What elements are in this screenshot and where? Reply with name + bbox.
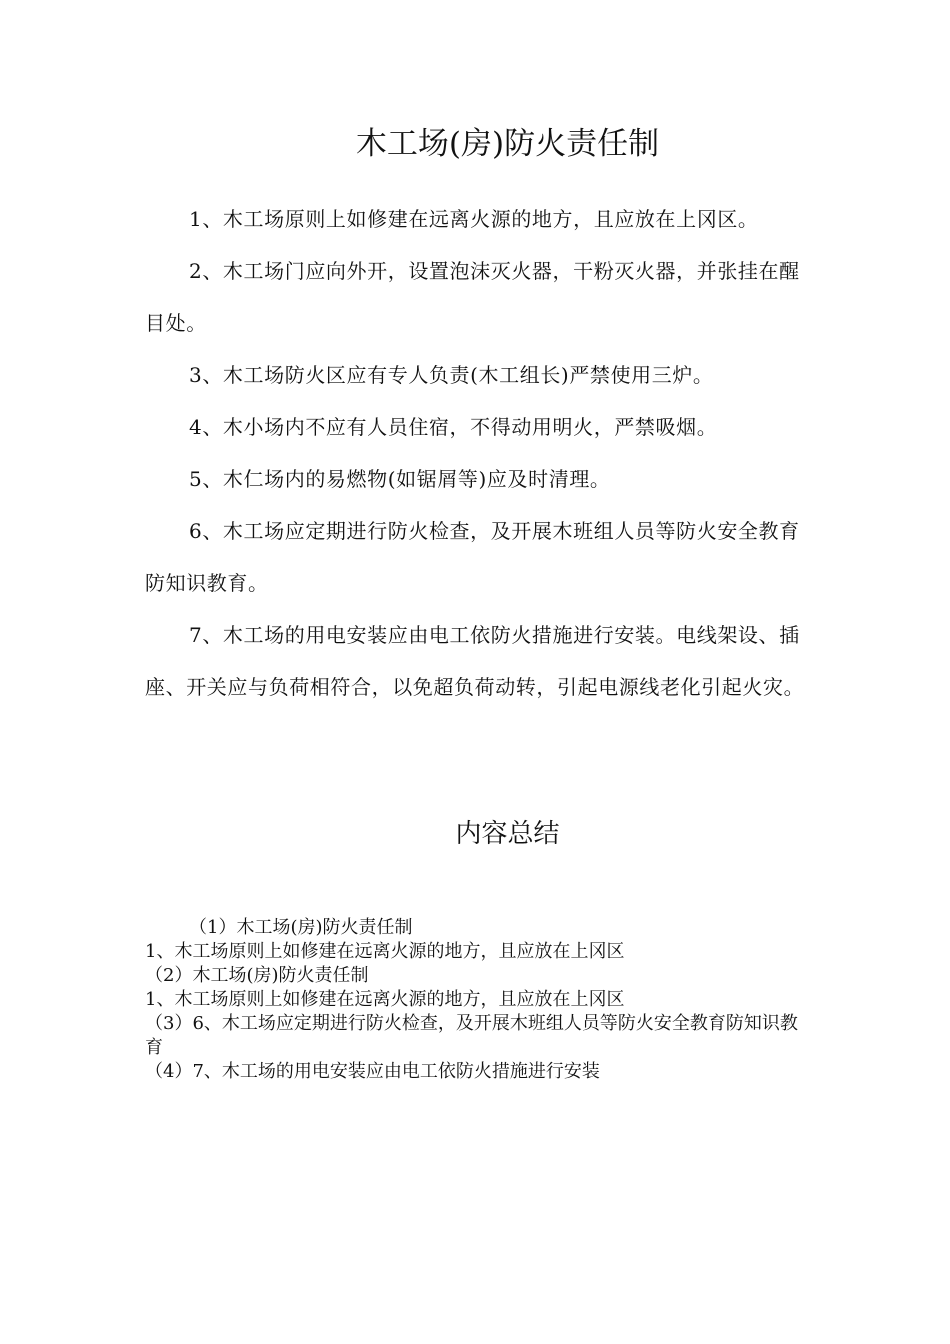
rules-list	[145, 193, 807, 713]
rule-item: 1、木工场原则上如修建在远离火源的地方，且应放在上冈区。	[189, 207, 759, 231]
summary-line: （1）木工场(房)防火责任制	[189, 917, 413, 938]
summary-line: 1、木工场原则上如修建在远离火源的地方，且应放在上冈区	[145, 989, 625, 1010]
rule-item: 7、木工场的用电安装应由电工依防火措施进行安装。电线架设、插座、开关应与负荷相符合，以免超负荷动转，引起电源线老化引起火灾。	[145, 623, 805, 699]
rule-item: 5、木仁场内的易燃物(如锯屑等)应及时清理。	[189, 467, 611, 491]
rule-item: 3、木工场防火区应有专人负责(木工组长)严禁使用三炉。	[189, 363, 714, 387]
summary-line: 1、木工场原则上如修建在远离火源的地方，且应放在上冈区	[145, 941, 625, 962]
summary-line: （4）7、木工场的用电安装应由电工依防火措施进行安装	[145, 1061, 600, 1082]
summary-block	[145, 916, 805, 1084]
document-title: 木工场(房)防火责任制	[355, 126, 660, 162]
summary-line: （2）木工场(房)防火责任制	[145, 965, 369, 986]
summary-title: 内容总结	[455, 819, 560, 849]
summary-line: （3）6、木工场应定期进行防火检查，及开展木班组人员等防火安全教育防知识教育	[145, 1013, 798, 1058]
rule-item: 2、木工场门应向外开，设置泡沫灭火器，干粉灭火器，并张挂在醒目处。	[145, 259, 800, 335]
rule-item: 4、木小场内不应有人员住宿，不得动用明火，严禁吸烟。	[189, 415, 718, 439]
rule-item: 6、木工场应定期进行防火检查，及开展木班组人员等防火安全教育防知识教育。	[145, 519, 800, 595]
